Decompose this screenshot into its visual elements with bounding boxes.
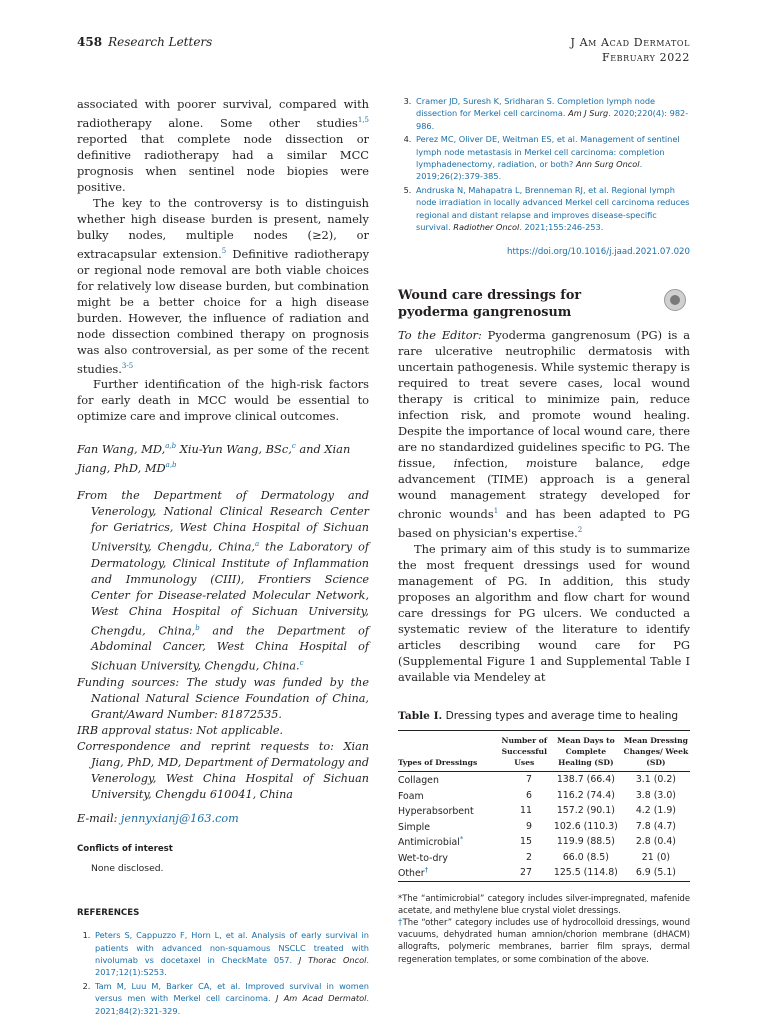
dressing-type-cell: Foam: [398, 790, 424, 802]
reference-item[interactable]: 2. Tam M, Luu M, Barker CA, et al. Improved survival in women versus men with Merkel cell carcinoma. J Am Acad Dermatol. 2021;84(2):321-329.: [93, 980, 369, 1017]
conflicts-heading: Conflicts of interest: [77, 844, 173, 855]
count-cell: 6: [525, 789, 532, 801]
right-column: [398, 95, 690, 965]
table-row: [398, 788, 690, 804]
check-for-updates-icon[interactable]: [664, 289, 686, 311]
dressing-type-cell: Hyperabsorbent: [398, 806, 474, 818]
count-cell: 2: [525, 851, 532, 863]
table-footnote: †The “other” category includes use of hydrocolloid dressings, wound vacuums, dehydrated human amnion/chorion membrane (dHACM) allografts, polymeric membranes, barrier film sprays, dermal regeneration templates, or some combination of the above.: [398, 916, 691, 964]
reference-list: [77, 929, 369, 1017]
email-link[interactable]: jennyxianj@163.com: [120, 812, 239, 826]
count-cell: 9: [525, 820, 532, 832]
section-name: Research Letters: [108, 35, 213, 49]
issue-date: February 2022: [602, 51, 690, 64]
doi-link[interactable]: https://doi.org/10.1016/j.jaad.2021.07.020: [507, 247, 690, 258]
article-body: [398, 327, 690, 685]
days-cell: 125.5 (114.8): [553, 867, 618, 879]
dressing-type-cell: Simple: [398, 821, 431, 833]
citation-link[interactable]: 1: [493, 507, 499, 516]
paragraph: associated with poorer survival, compared with radiotherapy alone. Some other studies$^{1,5}$ reported that complete node dissection or definitive radiotherapy had a similar MCC prognosis when sentinel node biopies were positive.: [77, 97, 369, 194]
table-header: Types of Dressings: [398, 758, 478, 768]
count-cell: 15: [519, 836, 532, 848]
table-row: [398, 819, 690, 835]
irb-status: IRB approval status: Not applicable.: [77, 724, 284, 738]
days-cell: 102.6 (110.3): [553, 820, 618, 832]
table-row: [398, 772, 690, 788]
dressing-type-cell: Collagen: [398, 775, 439, 787]
days-cell: 66.0 (8.5): [562, 851, 609, 863]
running-header-right: [570, 35, 690, 65]
changes-cell: 2.8 (0.4): [635, 836, 676, 848]
changes-cell: 3.8 (3.0): [635, 789, 676, 801]
count-cell: 11: [519, 805, 532, 817]
changes-cell: 4.2 (1.9): [635, 805, 676, 817]
article-title-block: [398, 287, 690, 321]
count-cell: 27: [519, 867, 532, 879]
dressing-type-cell: Other†: [398, 866, 429, 880]
dressing-table: [398, 730, 690, 882]
table-header: Number of Successful Uses: [501, 736, 548, 768]
paragraph: Further identification of the high-risk factors for early death in MCC would be essential to optimize care and improve clinical outcomes.: [77, 377, 369, 424]
citation-link[interactable]: 1,5: [357, 116, 369, 124]
table-row: [398, 834, 690, 850]
table-row: [398, 803, 690, 819]
citation-link[interactable]: 2: [577, 526, 583, 535]
changes-cell: 21 (0): [641, 851, 670, 863]
reference-item[interactable]: 1. Peters S, Cappuzzo F, Horn L, et al. Analysis of early survival in patients with advanced non-squamous NSCLC treated with nivolumab vs docetaxel in CheckMate 057. J Thorac Oncol. 2017;12(1):S253.: [93, 929, 369, 979]
days-cell: 119.9 (88.5): [556, 836, 615, 848]
reference-item[interactable]: 5. Andruska N, Mahapatra L, Brenneman RJ, et al. Regional lymph node irradiation in locally advanced Merkel cell carcinoma reduces regional and distant relapse and improves disease-specific survival. Radiother Oncol. 2021;155:246-253.: [414, 184, 690, 234]
paragraph: The key to the controversy is to distinguish whether high disease burden is present, namely bulky nodes, multiple nodes (≥2), or extracapsular extension.$^5$ Definitive radiotherapy or regional node removal are both viable choices for relatively low disease burden, but combination might be a better choice for a high disease burden. However, the influence of radiation and node dissection combined therapy on prognosis was also controversial, as per some of the recent studies.$^{3-5}$: [77, 195, 369, 376]
article-title: Wound care dressings for pyoderma gangrenosum: [398, 288, 582, 321]
table-header: Mean Dressing Changes/ Week (SD): [623, 736, 689, 768]
changes-cell: 6.9 (5.1): [635, 867, 676, 879]
table-footnote: *The “antimicrobial” category includes silver-impregnated, mafenide acetate, and methylene blue crystal violet dressings.: [398, 892, 690, 915]
dressing-type-cell: Wet-to-dry: [398, 852, 448, 864]
reference-list-continued: [398, 95, 690, 233]
citation-link[interactable]: 3-5: [121, 361, 134, 370]
paragraph: To the Editor: Pyoderma gangrenosum (PG) is a rare ulcerative neutrophilic dermatosis with uncertain pathogenesis. While systemic therapy is required to treat severe cases, local wound therapy is critical to minimize pain, reduce infection risk, and promote wound healing. Despite the importance of local wound care, there are no standardized guidelines specific to PG. The tissue, infection, moisture balance, edge advancement (TIME) approach is a general wound management strategy developed for chronic wounds$^1$ and has been adapted to PG based on physician's expertise.$^2$: [398, 328, 691, 541]
correspondence: Correspondence and reprint requests to: Xian Jiang, PhD, MD, Department of Dermatology and Venerology, West China Hospital of Sichuan University, Chengdu 610041, China: [77, 740, 369, 802]
conflicts-text: None disclosed.: [91, 863, 164, 875]
email: E-mail: jennyxianj@163.com: [77, 812, 239, 826]
table-header: Mean Days to Complete Healing (SD): [556, 736, 615, 768]
reference-item[interactable]: 3. Cramer JD, Suresh K, Sridharan S. Completion lymph node dissection for Merkel cell carcinoma. Am J Surg. 2020;220(4): 982-986.: [414, 95, 690, 132]
days-cell: 138.7 (66.4): [556, 774, 615, 786]
days-cell: 157.2 (90.1): [556, 805, 615, 817]
changes-cell: 3.1 (0.2): [635, 774, 676, 786]
affiliations: From the Department of Dermatology and Venerology, National Clinical Research Center for Geriatrics, West China Hospital of Sichuan University, Chengdu, China,$^a$ the Laboratory of Dermatology, Clinical Institute of Inflammation and Immunology (CIII), Frontiers Science Center for Disease-related Molecular Network, West China Hospital of Sichuan University, Chengdu, China,$^b$ and the Department of Abdominal Cancer, West China Hospital of Sichuan University, Chengdu, China.$^c$: [77, 488, 370, 674]
table-row: [398, 850, 690, 866]
author-list: Fan Wang, MD,$^{a,b}$ Xiu-Yun Wang, BSc,$^c$ and Xian Jiang, PhD, MD$^{a,b}$: [77, 442, 351, 475]
changes-cell: 7.8 (4.7): [635, 820, 676, 832]
running-header-left: [77, 35, 212, 49]
paragraph: The primary aim of this study is to summarize the most frequent dressings used for wound management of PG. In addition, this study proposes an algorithm and flow chart for wound care dressings for PG ulcers. We conducted a systematic review of the literature to identify articles describing wound care for PG (Supplemental Figure 1 and Supplemental Table I available via Mendeley at: [398, 542, 690, 685]
left-column: [77, 96, 369, 1018]
funding-sources: Funding sources: The study was funded by the National Natural Science Foundation of China, Grant/Award Number: 81872535.: [77, 676, 369, 722]
table-row: [398, 865, 690, 881]
reference-item[interactable]: 4. Perez MC, Oliver DE, Weitman ES, et al. Management of sentinel lymph node metastasis in Merkel cell carcinoma: completion lymphadenectomy, radiation, or both? Ann Surg Oncol. 2019;26(2):379-385.: [414, 133, 690, 183]
dressing-type-cell: Antimicrobial*: [398, 835, 464, 849]
table-caption: Table I. Dressing types and average time to healing: [398, 710, 679, 723]
count-cell: 7: [525, 774, 532, 786]
references-heading: REFERENCES: [77, 908, 140, 919]
page-number: 458: [77, 35, 103, 49]
journal-name: J Am Acad Dermatol: [570, 36, 690, 49]
citation-link[interactable]: 5: [221, 246, 227, 255]
days-cell: 116.2 (74.4): [556, 789, 615, 801]
